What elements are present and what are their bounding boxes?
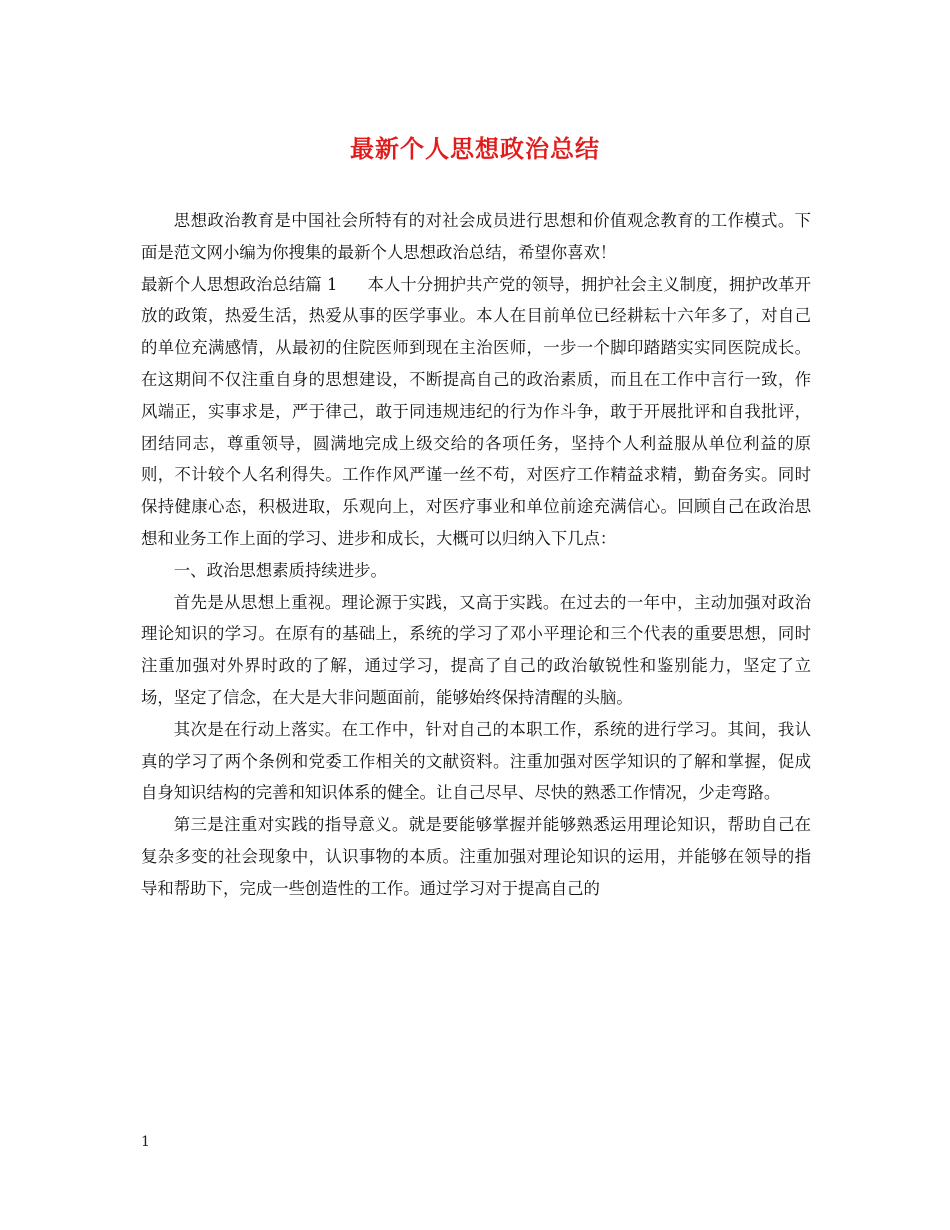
section-heading: 最新个人思想政治总结篇 1: [141, 274, 338, 294]
paragraph-third: 第三是注重对实践的指导意义。就是要能够掌握并能够熟悉运用理论知识，帮助自己在复杂多变的社会现象中，认识事物的本质。注重加强对理论知识的运用，并能够在领导的指导和帮助下，完成一些创造性的工作。通过学习对于提高自己的: [141, 815, 811, 898]
section-paragraph: [141, 269, 811, 555]
intro-paragraph: 思想政治教育是中国社会所特有的对社会成员进行思想和价值观念教育的工作模式。下面是范文网小编为你搜集的最新个人思想政治总结，希望你喜欢！: [141, 211, 811, 262]
paragraph-second: 其次是在行动上落实。在工作中，针对自己的本职工作，系统的进行学习。其间，我认真的学习了两个条例和党委工作相关的文献资料。注重加强对医学知识的了解和掌握，促成自身知识结构的完善和知识体系的健全。让自己尽早、尽快的熟悉工作情况，少走弯路。: [141, 719, 811, 803]
point-one-heading: 一、政治思想素质持续进步。: [173, 560, 387, 580]
document-title: 最新个人思想政治总结: [350, 135, 600, 163]
page-number: 1: [141, 1134, 150, 1150]
section-body: 本人十分拥护共产党的领导，拥护社会主义制度，拥护改革开放的政策，热爱生活，热爱从事的医学事业。本人在目前单位已经耕耘十六年多了，对自己的单位充满感情，从最初的住院医师到现在主治医师，一步一个脚印踏踏实实同医院成长。在这期间不仅注重自身的思想建设，不断提高自己的政治素质，而且在工作中言行一致，作风端正，实事求是，严于律己，敢于同违规违纪的行为作斗争，敢于开展批评和自我批评，团结同志，尊重领导，圆满地完成上级交给的各项任务，坚持个人利益服从单位利益的原则，不计较个人名利得失。工作作风严谨一丝不苟，对医疗工作精益求精，勤奋务实。同时保持健康心态，积极进取，乐观向上，对医疗事业和单位前途充满信心。回顾自己在政治思想和业务工作上面的学习、进步和成长，大概可以归纳入下几点：: [141, 274, 812, 548]
paragraph-first: 首先是从思想上重视。理论源于实践，又高于实践。在过去的一年中，主动加强对政治理论知识的学习。在原有的基础上，系统的学习了邓小平理论和三个代表的重要思想，同时注重加强对外界时政的了解，通过学习，提高了自己的政治敏锐性和鉴别能力，坚定了立场，坚定了信念，在大是大非问题面前，能够始终保持清醒的头脑。: [141, 592, 811, 707]
document-body: [141, 205, 811, 905]
